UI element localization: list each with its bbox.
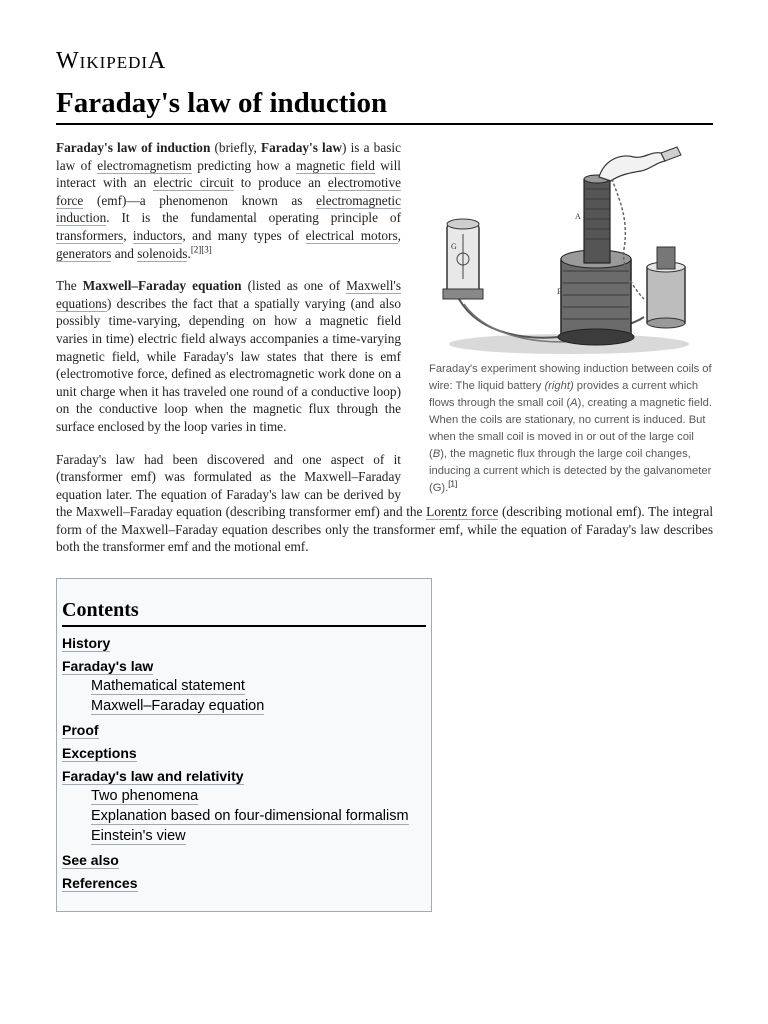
link-lorentz-force[interactable]: Lorentz force bbox=[426, 504, 499, 520]
link-electromagnetism[interactable]: electromagnetism bbox=[97, 157, 192, 173]
toc-item-relativity: Faraday's law and relativity Two phenomena Explanation based on four-dimensional formalism Einstein's view bbox=[62, 767, 426, 846]
article bbox=[56, 48, 713, 912]
toc-item-proof: Proof bbox=[62, 722, 99, 739]
toc-sublist bbox=[91, 676, 426, 716]
toc-item-faradays-law: Faraday's law Mathematical statement Maxwell–Faraday equation bbox=[62, 657, 426, 716]
wikipedia-wordmark[interactable]: WIKIPEDIA bbox=[56, 48, 167, 74]
toc-subitem-einsteins-view: Einstein's view bbox=[91, 828, 186, 845]
toc-item-exceptions: Exceptions bbox=[62, 745, 137, 762]
link-magnetic-field[interactable]: magnetic field bbox=[296, 157, 375, 173]
toc-item-history: History bbox=[62, 635, 111, 652]
figure-caption: Faraday's experiment showing induction between coils of wire: The liquid battery (right) provides a current which flows through the small coil (A), creating a magnetic field. When the coils are stationary, no current is induced. But when the small coil is moved in or out of the large coil (B), the magnetic flux through the large coil changes, inducing a current which is detected by the galvanometer (G).[1] bbox=[429, 363, 712, 494]
toc-title: Contents bbox=[62, 599, 426, 627]
faraday-apparatus-illustration[interactable] bbox=[429, 139, 699, 359]
link-electromotive-force[interactable]: electromotive force bbox=[56, 175, 402, 208]
maxwell-faraday-paragraph: The Maxwell–Faraday equation (listed as one of Maxwell's equations) describes the fact that a spatially varying (and also possibly time-varying, depending on how a magnetic field varies in time) electric field always accompanies a time-varying magnetic field, while Faraday's law states that there is emf (electromotive force, defined as electromagnetic work done on a unit charge when it has traveled one round of a conductive loop) on the conductive loop when the magnetic flux through the surface enclosed by the loop varies in time. bbox=[56, 278, 401, 434]
reference-link[interactable]: [2][3] bbox=[190, 244, 212, 255]
toc-subitem-mathematical-statement: Mathematical statement bbox=[91, 678, 245, 695]
toc-item-references: References bbox=[62, 875, 138, 892]
figure-faraday-experiment bbox=[429, 139, 713, 497]
intro-paragraph: Faraday's law of induction (briefly, Faraday's law) is a basic law of electromagnetism predicting how a magnetic field will interact with an electric circuit to produce an electromotive force (emf)—a phenomenon known as electromagnetic induction. It is the fundamental operating principle of transformers, inductors, and many types of electrical motors, generators and solenoids.[2][3] bbox=[56, 140, 402, 261]
history-paragraph: Faraday's law had been discovered and one aspect of it (transformer emf) was formulated as the Maxwell–Faraday equation later. The equation of Faraday's law can be derived by the Maxwell–Faraday equation (describing transformer emf) and the Lorentz force (describing motional emf). The integral form of the Maxwell–Faraday equation describes only the transformer emf, while the equation of Faraday's law describes both the transformer emf and the motional emf. bbox=[56, 451, 714, 555]
toc-list bbox=[62, 634, 426, 892]
toc-subitem-two-phenomena: Two phenomena bbox=[91, 788, 199, 805]
table-of-contents bbox=[56, 578, 432, 912]
link-transformers[interactable]: transformers bbox=[56, 227, 124, 243]
label-g: G bbox=[451, 242, 457, 251]
link-inductors[interactable]: inductors bbox=[132, 227, 183, 243]
link-electrical-motors[interactable]: electrical motors bbox=[305, 227, 398, 243]
page-title: Faraday's law of induction bbox=[56, 86, 713, 125]
link-generators[interactable]: generators bbox=[56, 245, 112, 261]
toc-item-see-also: See also bbox=[62, 852, 119, 869]
label-a: A bbox=[575, 212, 581, 221]
link-electromagnetic-induction[interactable]: electromagnetic induction bbox=[56, 192, 401, 226]
link-electric-circuit[interactable]: electric circuit bbox=[153, 175, 234, 191]
link-maxwells-equations[interactable]: Maxwell's equations bbox=[56, 278, 401, 311]
toc-sublist bbox=[91, 786, 426, 846]
link-solenoids[interactable]: solenoids bbox=[137, 245, 188, 261]
label-b: B bbox=[557, 287, 563, 296]
toc-subitem-four-dimensional: Explanation based on four-dimensional formalism bbox=[91, 808, 409, 825]
toc-subitem-maxwell-faraday-equation: Maxwell–Faraday equation bbox=[91, 698, 265, 715]
caption-reference-link[interactable]: [1] bbox=[448, 479, 458, 489]
